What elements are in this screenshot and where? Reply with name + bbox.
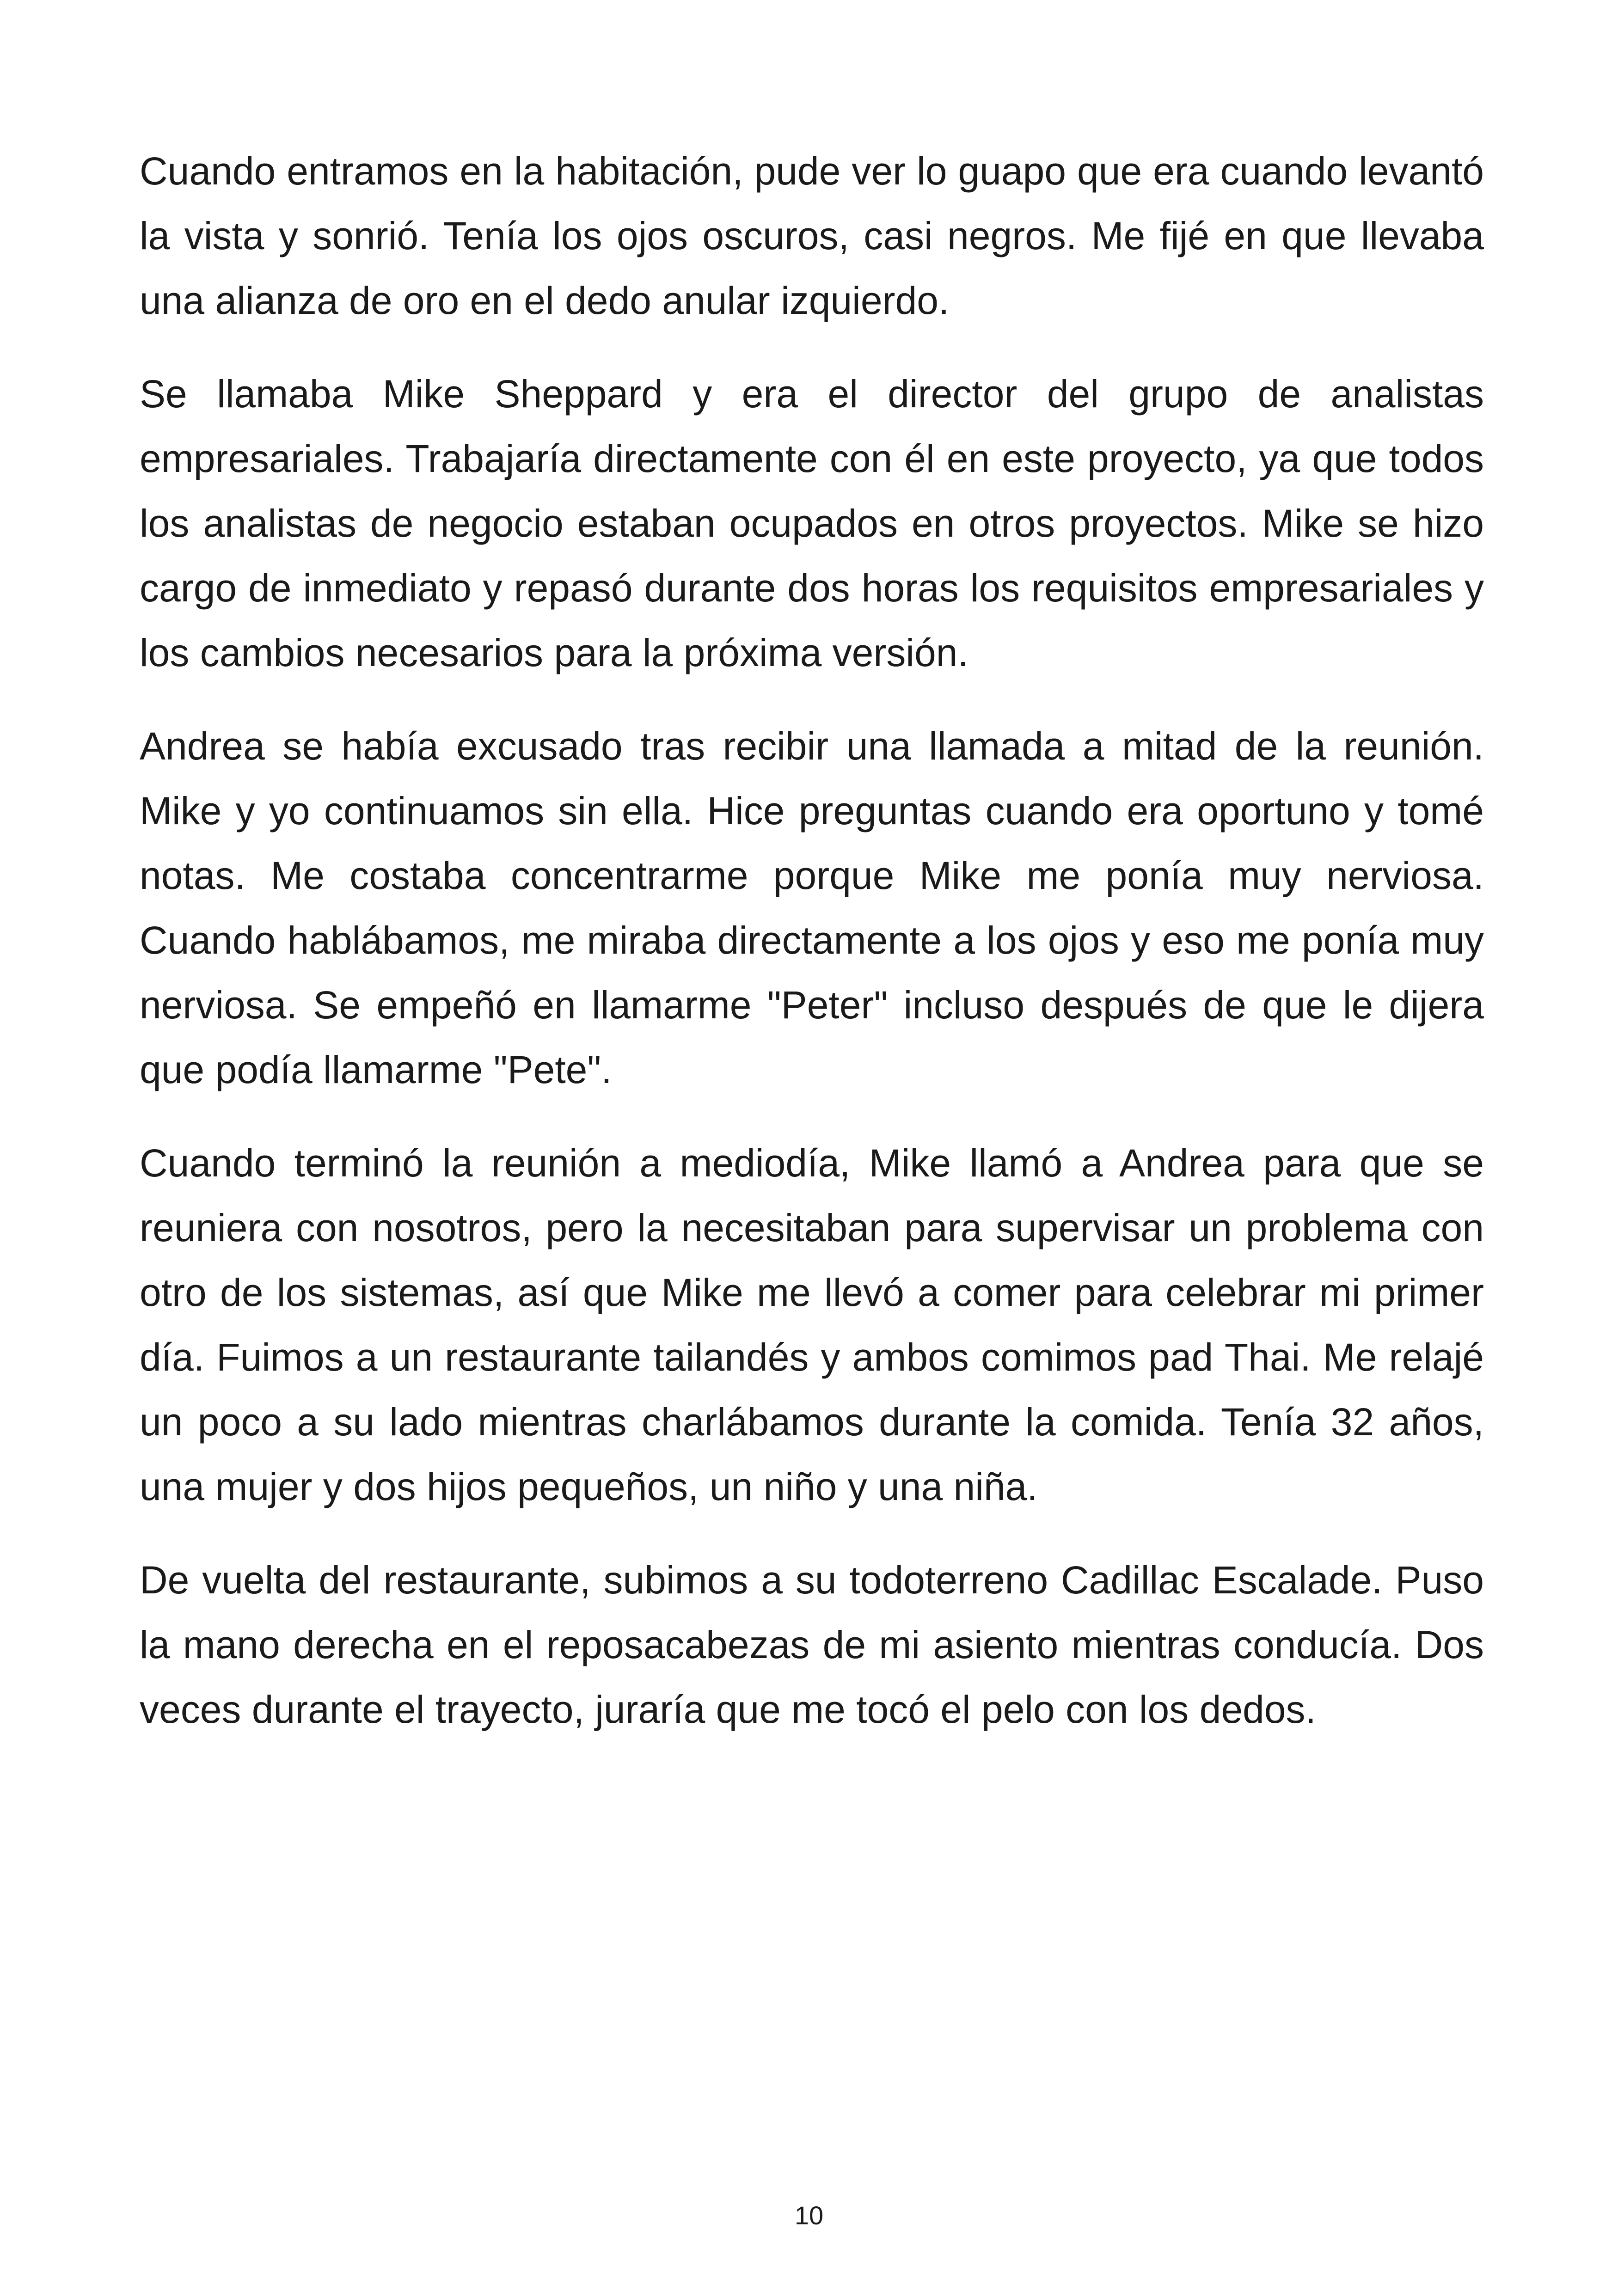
page-number: 10 — [794, 2201, 824, 2230]
paragraph-3: Andrea se había excusado tras recibir una llamada a mitad de la reunión. Mike y yo continuamos sin ella. Hice preguntas cuando era oportuno y tomé notas. Me costaba concentrarme porque Mike me ponía muy nerviosa. Cuando hablábamos, me miraba directamente a los ojos y eso me ponía muy nerviosa. Se empeñó en llamarme "Peter" incluso después de que le dijera que podía llamarme "Pete". — [140, 724, 1484, 1091]
paragraph-5: De vuelta del restaurante, subimos a su todoterreno Cadillac Escalade. Puso la mano derecha en el reposacabezas de mi asiento mientras conducía. Dos veces durante el trayecto, juraría que me tocó el pelo con los dedos. — [140, 1558, 1484, 1731]
paragraph-1: Cuando entramos en la habitación, pude ver lo guapo que era cuando levantó la vista y sonrió. Tenía los ojos oscuros, casi negros. Me fijé en que llevaba una alianza de oro en el dedo anular izquierdo. — [140, 149, 1484, 322]
paragraph-2: Se llamaba Mike Sheppard y era el director del grupo de analistas empresariales. Trabajaría directamente con él en este proyecto, ya que todos los analistas de negocio estaban ocupados en otros proyectos. Mike se hizo cargo de inmediato y repasó durante dos horas los requisitos empresariales y los cambios necesarios para la próxima versión. — [140, 372, 1484, 674]
paragraph-4: Cuando terminó la reunión a mediodía, Mike llamó a Andrea para que se reuniera con nosotros, pero la necesitaban para supervisar un problema con otro de los sistemas, así que Mike me llevó a comer para celebrar mi primer día. Fuimos a un restaurante tailandés y ambos comimos pad Thai. Me relajé un poco a su lado mientras charlábamos durante la comida. Tenía 32 años, una mujer y dos hijos pequeños, un niño y una niña. — [140, 1141, 1484, 1508]
body-text — [140, 139, 1484, 1770]
